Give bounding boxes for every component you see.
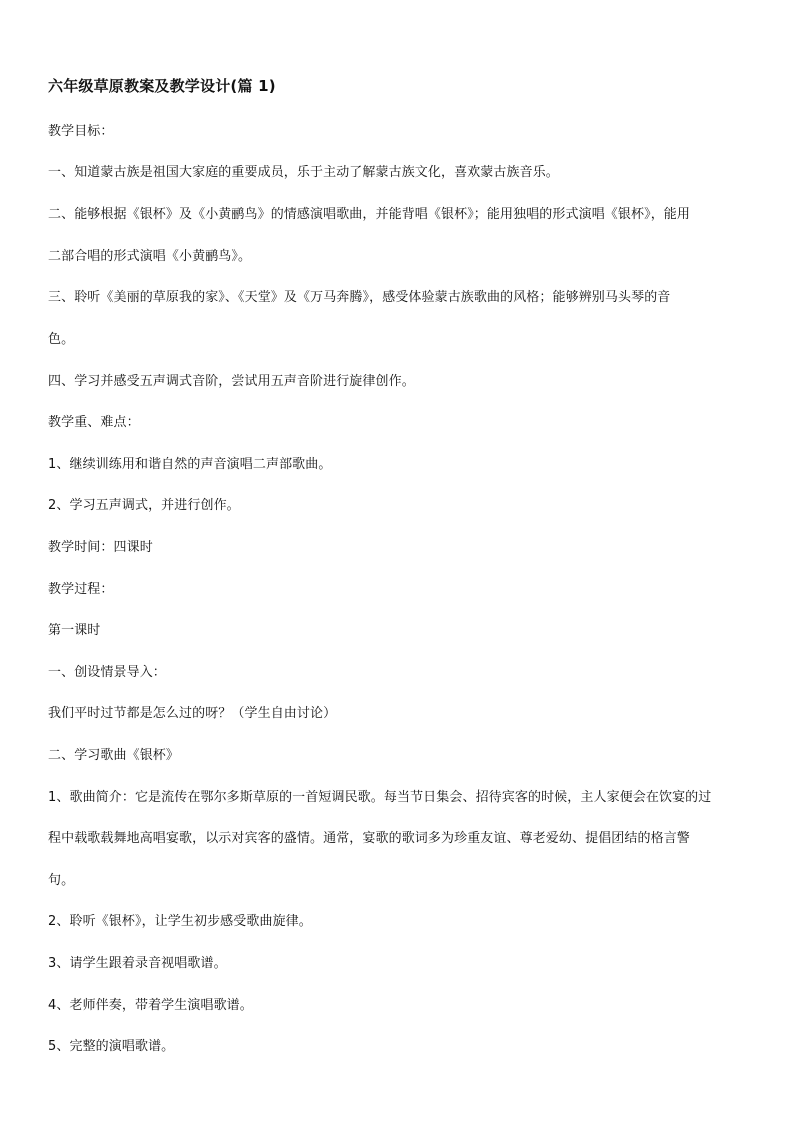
section-heading-time: 教学时间：四课时 bbox=[48, 540, 153, 555]
section-heading-key-points: 教学重、难点： bbox=[48, 415, 140, 430]
paragraph-line: 4、老师伴奏，带着学生演唱歌谱。 bbox=[48, 998, 253, 1013]
paragraph-line: 一、知道蒙古族是祖国大家庭的重要成员，乐于主动了解蒙古族文化，喜欢蒙古族音乐。 bbox=[48, 165, 559, 180]
section-heading-lesson-one: 第一课时 bbox=[48, 623, 101, 638]
paragraph-line: 5、完整的演唱歌谱。 bbox=[48, 1039, 175, 1054]
paragraph-line: 1、继续训练用和谐自然的声音演唱二声部歌曲。 bbox=[48, 457, 332, 472]
paragraph-line: 3、请学生跟着录音视唱歌谱。 bbox=[48, 956, 227, 971]
paragraph-line: 2、聆听《银杯》，让学生初步感受歌曲旋律。 bbox=[48, 914, 312, 929]
section-heading-process: 教学过程： bbox=[48, 582, 114, 597]
paragraph-line: 程中载歌载舞地高唱宴歌，以示对宾客的盛情。通常，宴歌的歌词多为珍重友谊、尊老爱幼、提倡团结的格言警 bbox=[48, 831, 690, 846]
paragraph-line: 我们平时过节都是怎么过的呀？（学生自由讨论） bbox=[48, 706, 337, 721]
paragraph-line: 1、歌曲简介：它是流传在鄂尔多斯草原的一首短调民歌。每当节日集会、招待宾客的时候，主人家便会在饮宴的过 bbox=[48, 790, 712, 805]
paragraph-line: 2、学习五声调式，并进行创作。 bbox=[48, 498, 240, 513]
paragraph-line: 四、学习并感受五声调式音阶，尝试用五声音阶进行旋律创作。 bbox=[48, 374, 415, 389]
section-heading-objectives: 教学目标： bbox=[48, 124, 114, 139]
paragraph-line: 二部合唱的形式演唱《小黄鹂鸟》。 bbox=[48, 249, 252, 264]
paragraph-line: 色。 bbox=[48, 332, 75, 347]
paragraph-line: 三、聆听《美丽的草原我的家》、《天堂》及《万马奔腾》，感受体验蒙古族歌曲的风格；能够辨别马头琴的音 bbox=[48, 290, 671, 305]
paragraph-line: 一、创设情景导入： bbox=[48, 665, 166, 680]
paragraph-line: 二、学习歌曲《银杯》 bbox=[48, 748, 180, 763]
paragraph-line: 句。 bbox=[48, 873, 75, 888]
document-title: 六年级草原教案及教学设计(篇 1) bbox=[48, 77, 276, 95]
paragraph-line: 二、能够根据《银杯》及《小黄鹂鸟》的情感演唱歌曲，并能背唱《银杯》；能用独唱的形式演唱《银杯》，能用 bbox=[48, 207, 691, 222]
